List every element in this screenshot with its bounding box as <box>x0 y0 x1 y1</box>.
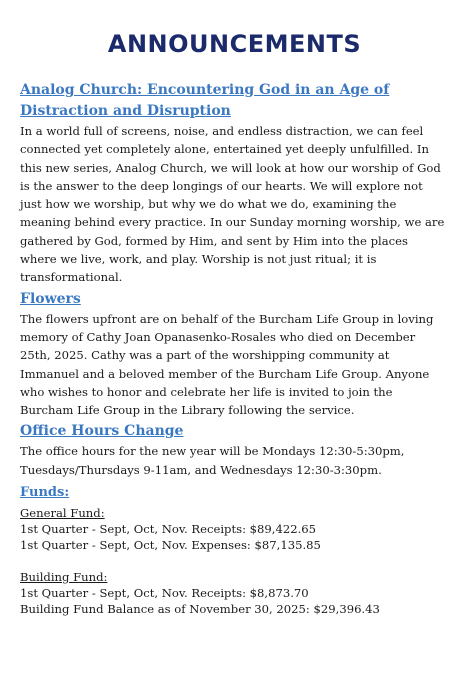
flowers-heading[interactable]: Flowers <box>20 290 81 307</box>
page-title: ANNOUNCEMENTS <box>107 30 362 58</box>
analog-church-section <box>20 80 445 287</box>
funds-section <box>20 483 445 617</box>
flowers-body: The flowers upfront are on behalf of the Burcham Life Group in loving memory of Cathy Joan Opanasenko-Rosales who died on December 25th, 2025. Cathy was a part of the worshipping community at Immanuel and a beloved member of the Burcham Life Group. Anyone who wishes to honor and celebrate her life is invited to join the Burcham Life Group in the Library following the service. <box>20 311 434 418</box>
funds-heading[interactable]: Funds: <box>20 485 70 501</box>
office-hours-heading[interactable]: Office Hours Change <box>20 423 184 440</box>
building-fund-balance: Building Fund Balance as of November 30, 2025: $29,396.43 <box>20 602 380 617</box>
analog-church-heading[interactable]: Analog Church: Encountering God in an Age of Distraction and Disruption <box>20 82 390 119</box>
office-hours-section <box>20 421 445 479</box>
general-fund-label: General Fund: <box>20 506 105 521</box>
flowers-section <box>20 289 445 420</box>
building-fund-label: Building Fund: <box>20 570 108 585</box>
office-hours-body: The office hours for the new year will be Mondays 12:30-5:30pm, Tuesdays/Thursdays 9-11am, and Wednesdays 12:30-3:30pm. <box>20 444 405 477</box>
general-fund-expenses: 1st Quarter - Sept, Oct, Nov. Expenses: $87,135.85 <box>20 538 321 553</box>
announcements-content <box>20 80 445 617</box>
analog-church-body: In a world full of screens, noise, and endless distraction, we can feel connected yet completely alone, entertained yet deeply unfulfilled. In this new series, Analog Church, we will look at how our worship of God is the answer to the deep longings of our hearts. We will explore not just how we worship, but why we do what we do, examining the meaning behind every practice. In our Sunday morning worship, we are gathered by God, formed by Him, and sent by Him into the places where we live, work, and play. Worship is not just ritual; it is transformational. <box>20 124 445 285</box>
general-fund-receipts: 1st Quarter - Sept, Oct, Nov. Receipts: $89,422.65 <box>20 522 317 537</box>
building-fund-receipts: 1st Quarter - Sept, Oct, Nov. Receipts: $8,873.70 <box>20 586 309 601</box>
